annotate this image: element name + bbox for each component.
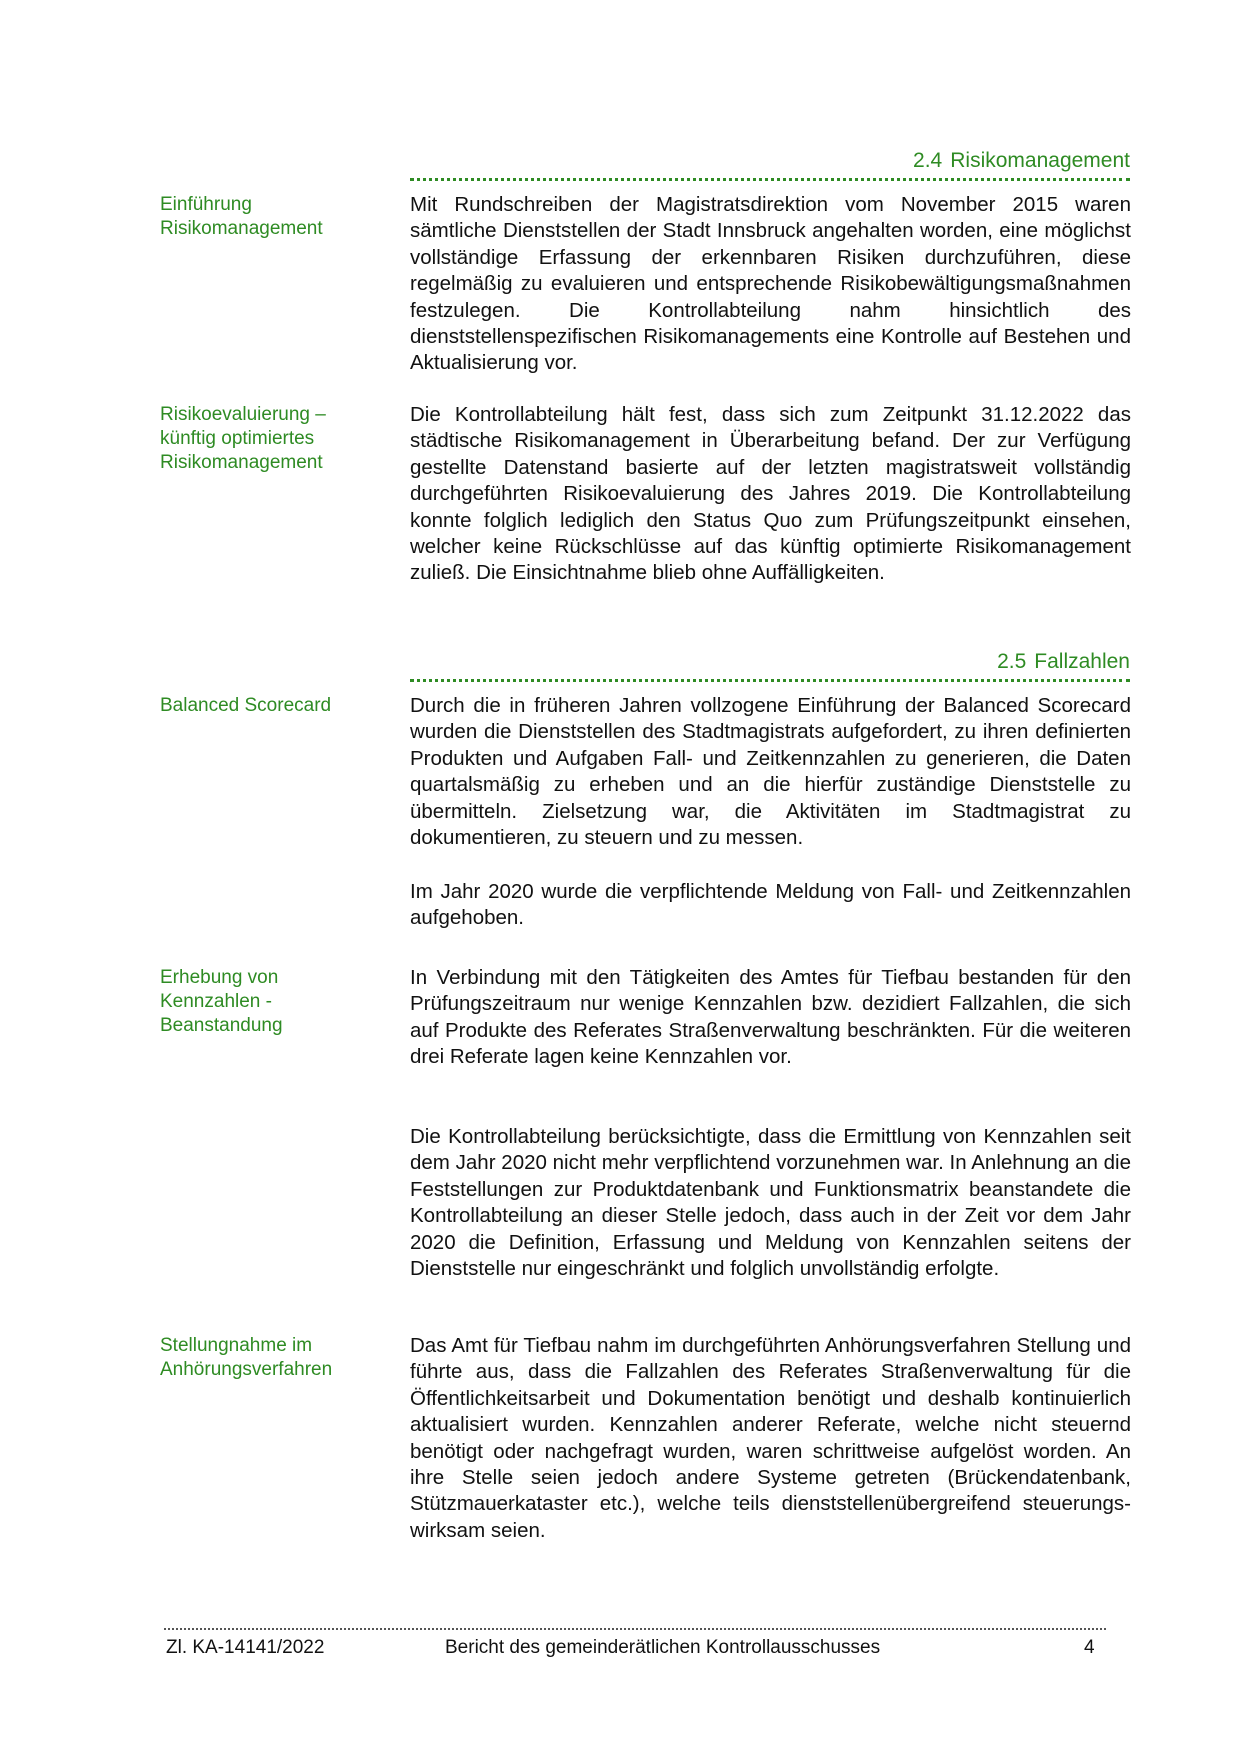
margin-note: Stellungnahme im Anhörungsverfahren [160, 1335, 333, 1380]
section-heading [410, 148, 1130, 181]
margin-note: Balanced Scorecard [160, 695, 332, 716]
margin-note: Risikoevaluierung – künftig optimiertes Risikomanagement [160, 404, 326, 473]
section-title: Fallzahlen [1034, 650, 1130, 673]
footer-title: Bericht des gemeinderätlichen Kontrollausschusses [445, 1637, 881, 1658]
body-paragraph: Im Jahr 2020 wurde die verpflichtende Meldung von Fall- und Zeitkennzahlen aufgehoben. [410, 880, 1131, 930]
section-number: 2.5 [997, 650, 1027, 673]
body-paragraph: Durch die in früheren Jahren vollzogene Einführung der Balanced Scorecard wurden die Dienststellen des Stadtmagistrats aufgefordert, zu ihren definierten Produkten und Aufgaben Fall- und Zeitkennzahlen zu generieren, die Daten quartalsmäßig zu erheben und an die hierfür zuständige Dienststelle zu übermitteln. Zielsetzung war, die Aktivitäten im Stadtmagistrat zu dokumentieren, zu steuern und zu messen. [410, 694, 1131, 850]
section-heading [410, 649, 1130, 682]
page-number: 4 [1084, 1637, 1095, 1658]
footer-reference: Zl. KA-14141/2022 [166, 1637, 325, 1658]
body-paragraph: Mit Rundschreiben der Magistratsdirektion vom November 2015 waren sämtliche Dienststellen der Stadt Innsbruck angehalten worden, eine möglichst vollständige Erfassung der erkennbaren Risiken durchzuführen, diese regelmäßig zu evaluieren und entsprechende Risikobewältigungsmaßnahmen festzulegen. Die Kontrollabteilung nahm hinsichtlich des dienststellenspezifischen Risikomanagements eine Kontrolle auf Bestehen und Aktualisierung vor. [410, 193, 1131, 375]
body-paragraph: In Verbindung mit den Tätigkeiten des Amtes für Tiefbau bestanden für den Prüfungszeitraum nur wenige Kennzahlen bzw. dezidiert Fallzahlen, die sich auf Produkte des Referates Straßenverwaltung beschränkten. Für die weiteren drei Referate lagen keine Kennzahlen vor. [410, 966, 1131, 1069]
section-number: 2.4 [913, 149, 943, 172]
body-paragraph: Das Amt für Tiefbau nahm im durchgeführten Anhörungsverfahren Stellung und führte aus, dass die Fallzahlen des Referates Straßenverwaltung für die Öffentlichkeitsarbeit und Dokumentation benötigt und deshalb kontinuierlich aktualisiert wurden. Kennzahlen anderer Referate, welche nicht steuernd benötigt oder nachgefragt wurden, waren schrittweise aufgelöst worden. An ihre Stelle seien jedoch andere Systeme getreten (Brückendatenbank, Stützmauerkataster etc.), welche teils dienststellenübergreifend steuerungswirksam seien. [410, 1334, 1131, 1542]
body-paragraph: Die Kontrollabteilung hält fest, dass sich zum Zeitpunkt 31.12.2022 das städtische Risikomanagement in Überarbeitung befand. Der zur Verfügung gestellte Datenstand basierte auf der letzten magistratsweit vollständig durchgeführten Risikoevaluierung des Jahres 2019. Die Kontrollabteilung konnte folglich lediglich den Status Quo zum Prüfungszeitpunkt einsehen, welcher keine Rückschlüsse auf das künftig optimierte Risikomanagement zuließ. Die Einsichtnahme blieb ohne Auffälligkeiten. [410, 403, 1131, 585]
margin-note: Einführung Risikomanagement [160, 194, 323, 239]
margin-note: Erhebung von Kennzahlen - Beanstandung [160, 967, 283, 1036]
section-title: Risikomanagement [950, 149, 1130, 172]
body-paragraph: Die Kontrollabteilung berücksichtigte, dass die Ermittlung von Kennzahlen seit dem Jahr 2020 nicht mehr verpflichtend vorzunehmen war. In Anlehnung an die Feststellungen zur Produktdatenbank und Funktionsmatrix beanstandete die Kontrollabteilung an dieser Stelle jedoch, dass auch in der Zeit vor dem Jahr 2020 die Definition, Erfassung und Meldung von Kennzahlen seitens der Dienststelle nur eingeschränkt und folglich unvollständig erfolgte. [410, 1125, 1131, 1281]
footer-divider [164, 1628, 1106, 1630]
